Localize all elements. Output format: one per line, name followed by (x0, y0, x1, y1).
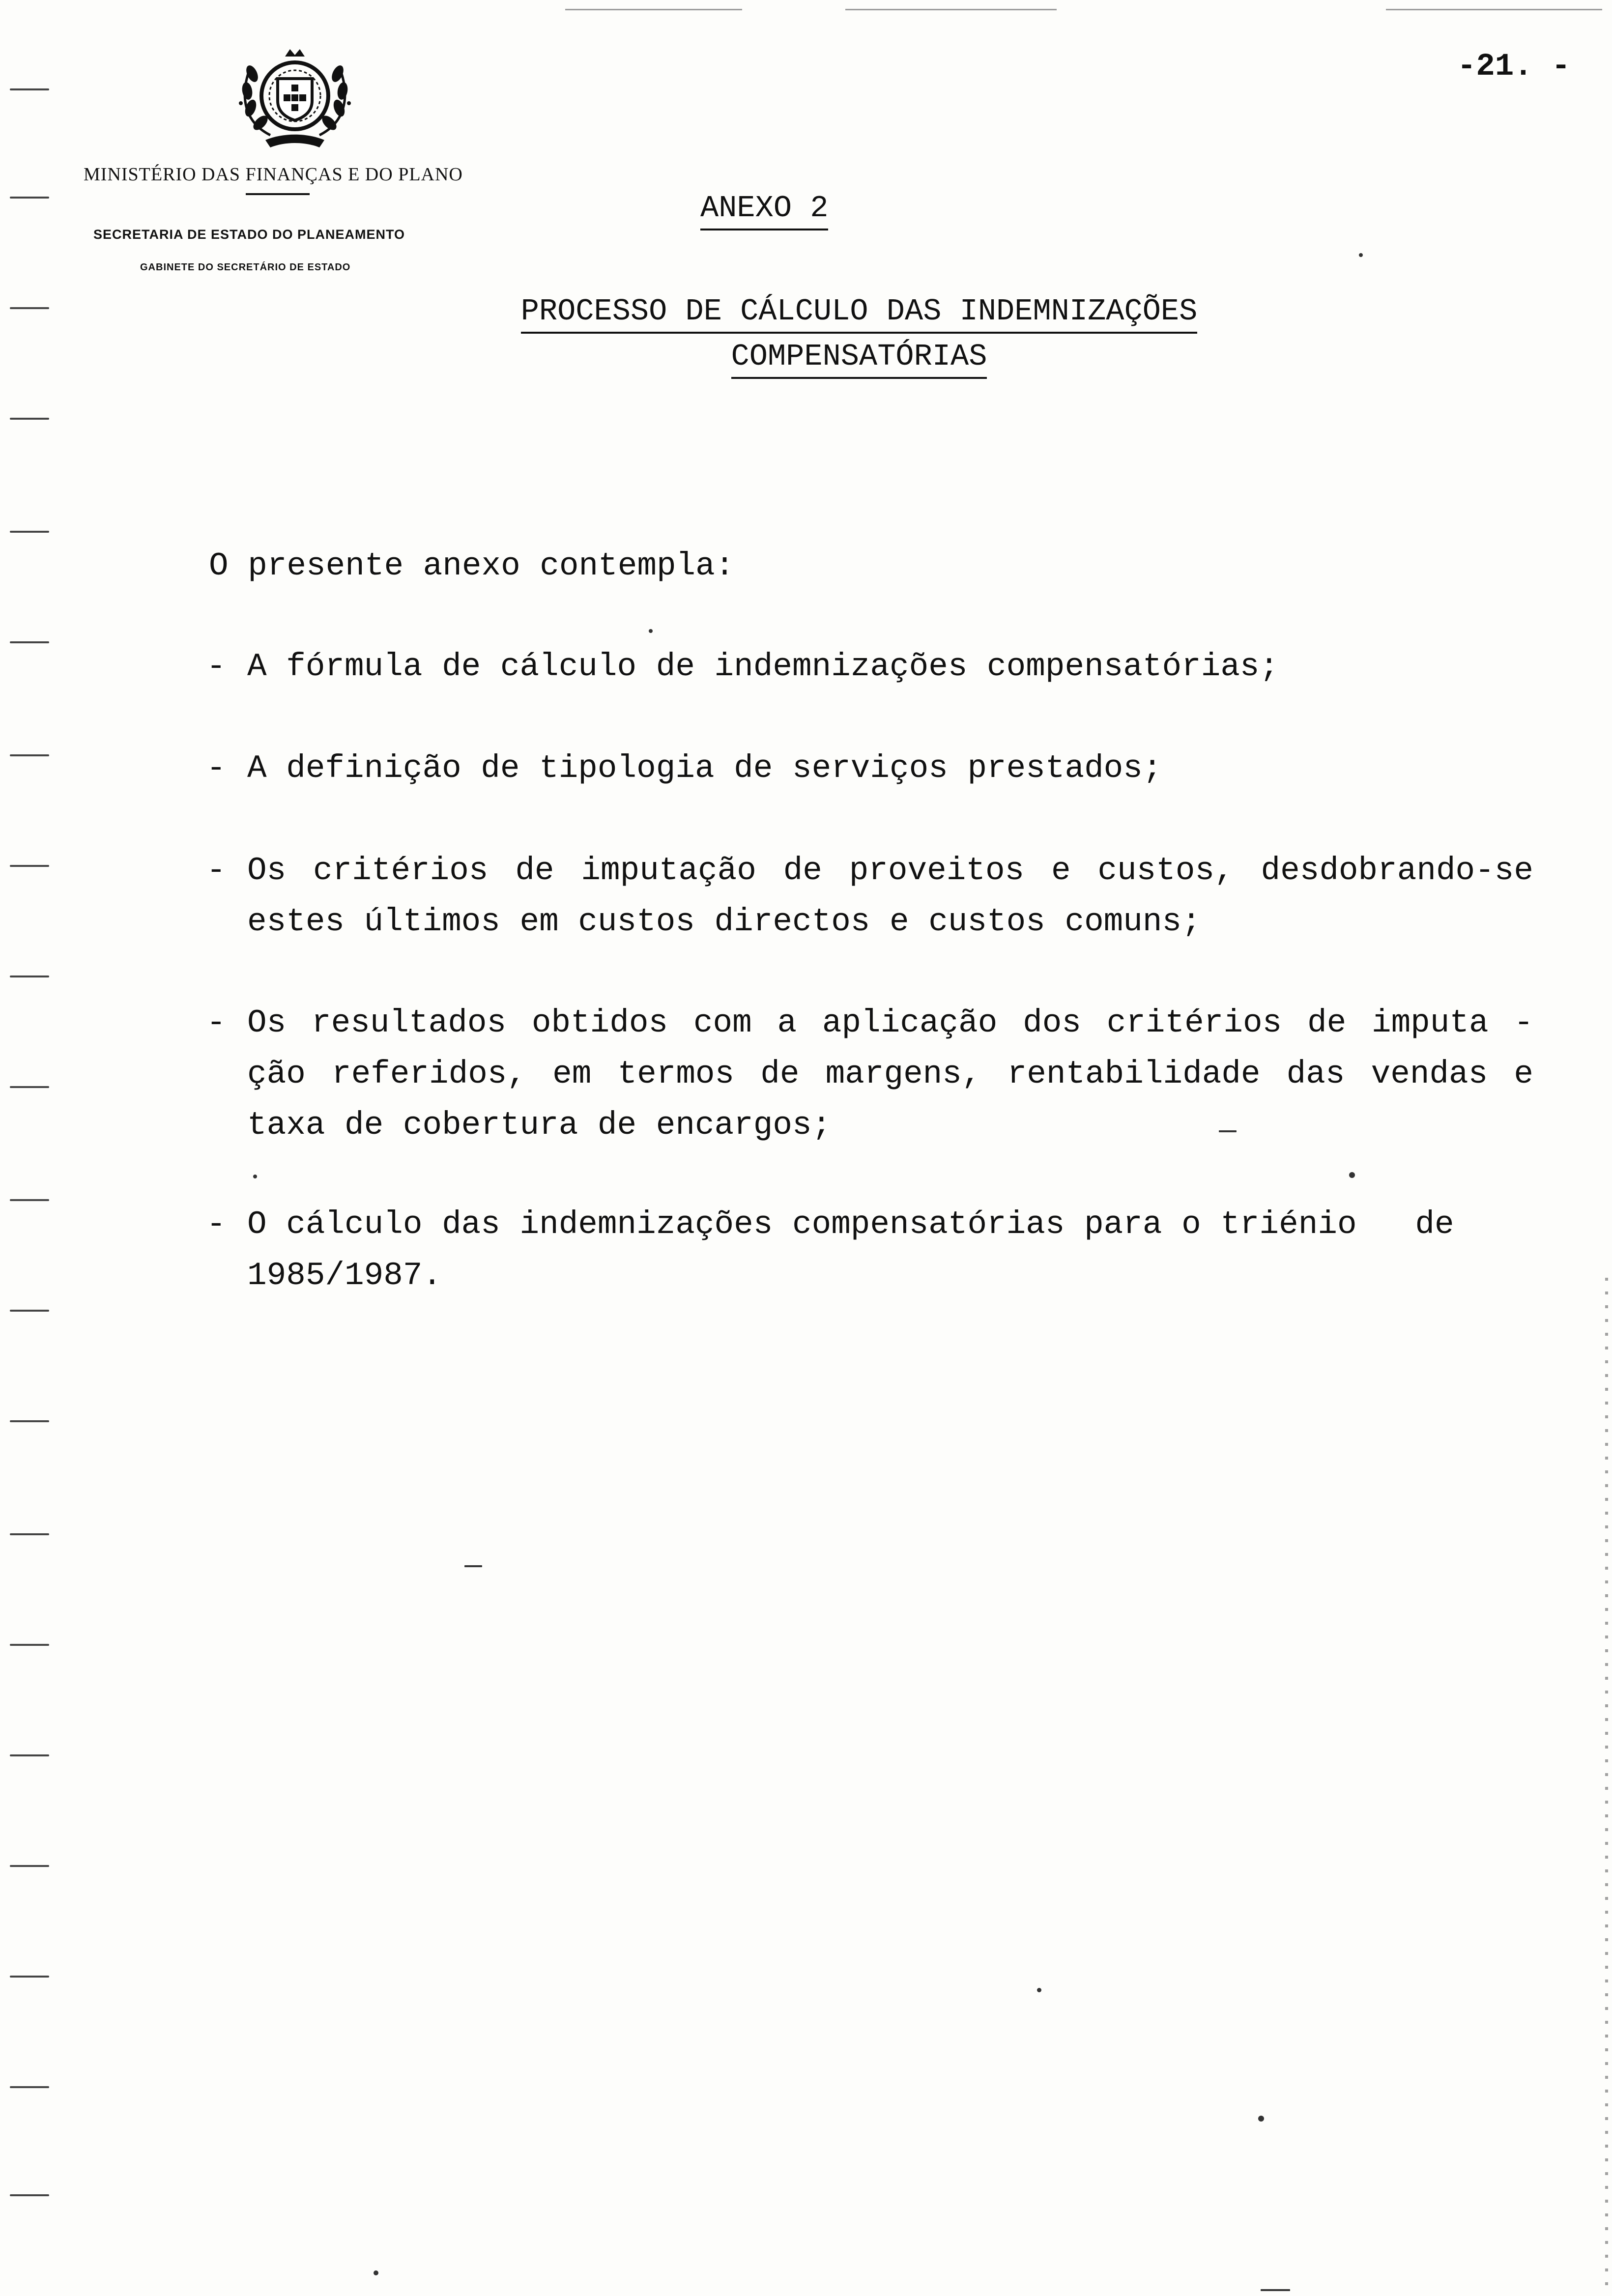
binding-mark (10, 1976, 49, 1978)
scan-speck (1261, 2289, 1290, 2291)
scan-speck (1349, 1172, 1355, 1178)
list-item (206, 641, 1533, 692)
binding-mark (10, 2086, 49, 2088)
list-dash: - (206, 852, 226, 889)
scan-speck (1037, 1988, 1041, 1992)
binding-mark (10, 754, 49, 756)
document-title-line-2 (53, 339, 1612, 374)
binding-mark (10, 865, 49, 867)
document-title-text-1: PROCESSO DE CÁLCULO DAS INDEMNIZAÇÕES (521, 294, 1198, 334)
scan-speck (649, 629, 653, 633)
list-item-line: Os critérios de imputação de proveitos e custos, desdobrando-se (247, 852, 1533, 889)
page-number: -21. - (1457, 49, 1571, 85)
binding-mark (10, 197, 49, 199)
list-item (206, 743, 1533, 794)
binding-mark (10, 1199, 49, 1201)
list-item-line: estes últimos em custos directos e custos comuns; (247, 903, 1201, 940)
ministry-name: MINISTÉRIO DAS FINANÇAS E DO PLANO (84, 164, 463, 185)
binding-mark (10, 1644, 49, 1646)
scan-speck (253, 1175, 257, 1178)
header-divider (246, 193, 310, 195)
list-item-line: 1985/1987. (247, 1257, 442, 1294)
scan-line (565, 9, 742, 10)
list-item-line: A fórmula de cálculo de indemnizações compensatórias; (247, 648, 1279, 685)
document-title-text-2: COMPENSATÓRIAS (731, 339, 987, 379)
binding-mark (10, 418, 49, 420)
scan-edge-artifact (1605, 1278, 1608, 2290)
list-item-line: A definição de tipologia de serviços prestados; (247, 750, 1162, 787)
scan-speck (1258, 2116, 1264, 2122)
binding-mark (10, 1086, 49, 1088)
binding-mark (10, 1865, 49, 1867)
list-dash: - (206, 1206, 226, 1243)
document-title-line-1 (53, 294, 1612, 329)
scan-speck (1359, 253, 1363, 257)
list-item-line: taxa de cobertura de encargos; (247, 1107, 832, 1144)
scan-line (1386, 9, 1602, 10)
binding-mark (10, 1754, 49, 1756)
binding-mark (10, 1533, 49, 1535)
list-item (206, 998, 1533, 1151)
binding-mark (10, 307, 49, 309)
scan-line (845, 9, 1057, 10)
cabinet-name: GABINETE DO SECRETÁRIO DE ESTADO (140, 262, 351, 273)
intro-paragraph: O presente anexo contempla: (209, 547, 735, 584)
list-item-line: Os resultados obtidos com a aplicação dos critérios de imputa - (247, 1004, 1533, 1041)
scan-speck (374, 2270, 378, 2275)
list-dash: - (206, 1004, 226, 1041)
binding-mark (10, 976, 49, 977)
list-item-line: O cálculo das indemnizações compensatórias para o triénio de (247, 1206, 1454, 1243)
list-dash: - (206, 648, 226, 685)
annex-title-text: ANEXO 2 (700, 191, 828, 230)
annex-title (700, 191, 828, 226)
secretariat-name: SECRETARIA DE ESTADO DO PLANEAMENTO (93, 227, 405, 242)
list-item-line: ção referidos, em termos de margens, rentabilidade das vendas e (247, 1056, 1533, 1092)
list-item (206, 845, 1533, 947)
binding-mark (10, 641, 49, 643)
binding-mark (10, 88, 49, 90)
binding-mark (10, 1420, 49, 1422)
binding-mark (10, 2194, 49, 2196)
scan-speck (464, 1565, 482, 1567)
list-dash: - (206, 750, 226, 787)
list-item (206, 1199, 1533, 1301)
binding-mark (10, 531, 49, 533)
coat-of-arms-icon (224, 44, 366, 150)
binding-mark (10, 1310, 49, 1312)
